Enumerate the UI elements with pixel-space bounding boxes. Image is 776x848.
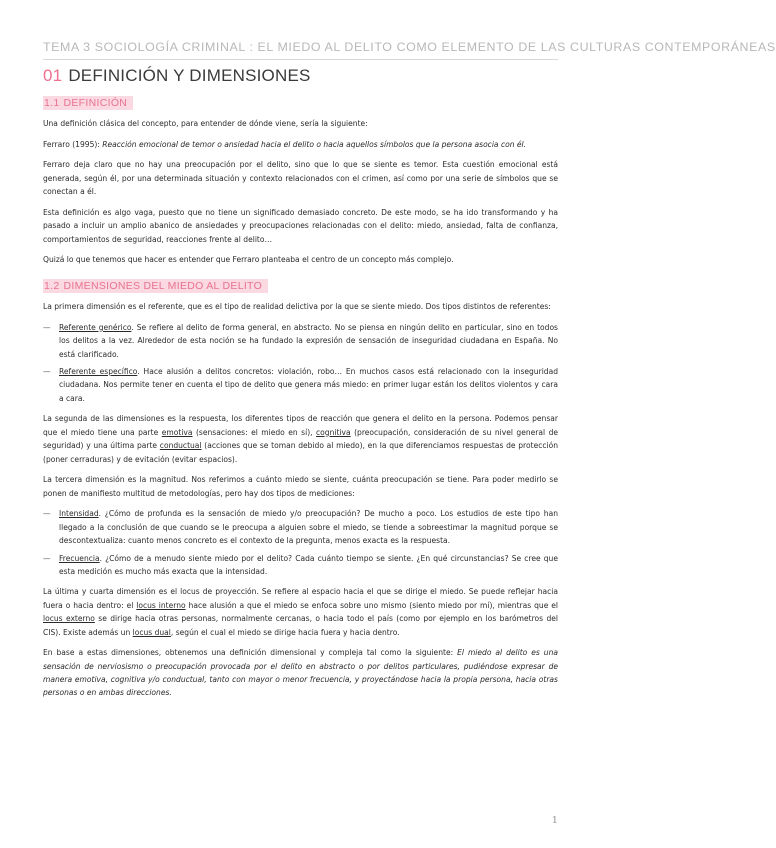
list-item-term: Referente específico — [59, 367, 138, 377]
paragraph-complex-concept: Quizá lo que tenemos que hacer es entender que Ferraro planteaba el centro de un concepto más complejo. — [43, 255, 454, 265]
referente-list — [43, 321, 558, 405]
paragraph-ferraro-explanation: Ferraro deja claro que no hay una preocupación por el delito, sino que lo que se siente es temor. Esta cuestión emocional está generada, según él, por una determinada situación y contexto relacionados con el crimen, así como por una serie de símbolos que se conectan a él. — [43, 160, 558, 197]
list-item-text: . ¿Cómo de a menudo siente miedo por el delito? Cada cuánto tiempo se siente. ¿En qué circunstancias? Se cree que esta medición es mucho más exacta que la intensidad. — [59, 553, 558, 576]
paragraph-dimensional-definition — [43, 646, 558, 700]
term-locus-dual: locus dual — [132, 627, 171, 637]
dash-bullet: — — [43, 367, 51, 377]
section-number: 01 — [43, 66, 63, 85]
definition-quote: El miedo al delito es una sensación de nerviosismo o preocupación provocada por el delito en abstracto o por delitos particulares, pudiéndose expresar de manera emotiva, cognitiva y/o conductual, tanto con mayor o menor frecuencia, y proyectándose hacia la propia persona, hacia otras personas o en ambas direcciones. — [43, 648, 558, 698]
list-item-term: Frecuencia — [59, 553, 100, 563]
list-item — [43, 507, 558, 547]
quote-author: Ferraro (1995): — [43, 139, 100, 149]
list-item-text: . Se refiere al delito de forma general, en abstracto. No se piensa en ningún delito en particular, sino en todos los delitos a la vez. Alrededor de esta noción se ha fundado la expresión de sensación de inseguridad ciudadana en España. No está clarificado. — [59, 322, 558, 359]
text-run: En base a estas dimensiones, obtenemos una definición dimensional y compleja tal como la siguiente: — [43, 648, 458, 658]
paragraph-first-dimension: La primera dimensión es el referente, que es el tipo de realidad delictiva por la que se siente miedo. Dos tipos distintos de referentes: — [43, 302, 551, 312]
list-item-text: . Hace alusión a delitos concretos: violación, robo… En muchos casos está relacionado con la inseguridad ciudadana. Nos permite tener en cuenta el tipo de delito que genera más miedo: en primer lugar están los delitos violentos y cara a cara. — [59, 367, 558, 403]
list-item — [43, 321, 558, 361]
term-cognitiva: cognitiva — [316, 427, 351, 437]
list-item — [43, 365, 558, 405]
list-item-term: Referente genérico — [59, 322, 132, 332]
text-run: La segunda de las dimensiones es la respuesta, los diferentes tipos de reacción que genera el delito en la persona. Podemos pensar que el miedo tiene una parte — [43, 414, 558, 437]
subsection-heading-definicion — [43, 96, 133, 110]
subsection-number: 1.2 — [44, 280, 60, 293]
dash-bullet: — — [43, 509, 51, 519]
paragraph-fourth-dimension — [43, 585, 558, 639]
paragraph-second-dimension — [43, 412, 558, 466]
section-heading — [43, 66, 558, 86]
text-run: (preocupación, consideración de su nivel general de seguridad) y una última parte — [43, 427, 559, 451]
paragraph-third-dimension: La tercera dimensión es la magnitud. Nos referimos a cuánto miedo se siente, cuánta preocupación se tiene. Para poder medirlo se ponen de manifiesto multitud de metodologías, pero hay dos tipos de mediciones: — [43, 475, 558, 498]
subsection-heading-dimensiones — [43, 279, 268, 293]
paragraph-vague-definition: Esta definición es algo vaga, puesto que no tiene un significado demasiado concreto. De este modo, se ha ido transformando y ha pasado a incluir un amplio abanico de ansiedades y preocupaciones relacionadas con el delito: miedo, ansiedad, falta de confianza, comportamientos de seguridad, reacciones frente al delito… — [43, 207, 558, 244]
page-number: 1 — [552, 816, 558, 826]
quote-text: Reacción emocional de temor o ansiedad hacia el delito o hacia aquellos símbolos que la persona asocia con él. — [102, 139, 527, 149]
subsection-number: 1.1 — [44, 97, 60, 109]
running-header: TEMA 3 SOCIOLOGÍA CRIMINAL : EL MIEDO AL DELITO COMO ELEMENTO DE LAS CULTURAS CONTEMPORÁNEAS — [43, 40, 776, 54]
document-body — [43, 66, 558, 707]
text-run: (sensaciones: el miedo en sí), — [192, 427, 317, 437]
list-item — [43, 552, 558, 579]
list-item-text: . ¿Cómo de profunda es la sensación de miedo y/o preocupación? De mucho a poco. Los estudios de este tipo han llegado a la conclusión de que cuando se le preocupa a alguien sobre el miedo, se tiende a sobreestimar la magnitud porque se descontextualiza: cuanto menos concreto es el contexto de la pregunta, menos exacta es la respuesta. — [59, 509, 558, 546]
paragraph-intro: Una definición clásica del concepto, para entender de dónde viene, sería la siguiente: — [43, 119, 368, 128]
dash-bullet: — — [43, 322, 51, 332]
text-run: (acciones que se toman debido al miedo), en la que diferenciamos respuestas de protección (poner cerraduras) y de evitación (evitar espacios). — [43, 441, 559, 464]
text-run: La última y cuarta dimensión es el locus de proyección. Se refiere al espacio hacia el que se dirige el miedo. Se puede reflejar hacia fuera o hacia dentro: el — [43, 587, 558, 610]
term-emotiva: emotiva — [161, 427, 193, 437]
term-locus-externo: locus externo — [43, 614, 95, 624]
header-rule — [43, 59, 558, 60]
term-locus-interno: locus interno — [136, 600, 186, 610]
term-conductual: conductual — [159, 441, 202, 451]
text-run: se dirige hacia otras personas, normalmente cercanas, o hacia todo el país (como por ejemplo en los barómetros del CIS). Existe además un — [43, 614, 558, 637]
text-run: , según el cual el miedo se dirige hacia fuera y hacia dentro. — [170, 627, 400, 637]
section-title: DEFINICIÓN Y DIMENSIONES — [68, 66, 311, 85]
text-run: hace alusión a que el miedo se enfoca sobre uno mismo (siento miedo por mí), mientras que el — [185, 600, 558, 610]
subsection-title: DEFINICIÓN — [63, 97, 128, 109]
medicion-list — [43, 507, 558, 578]
paragraph-ferraro-quote — [43, 138, 558, 151]
list-item-term: Intensidad — [59, 509, 99, 519]
dash-bullet: — — [43, 553, 51, 563]
subsection-title: DIMENSIONES DEL MIEDO AL DELITO — [63, 280, 263, 293]
